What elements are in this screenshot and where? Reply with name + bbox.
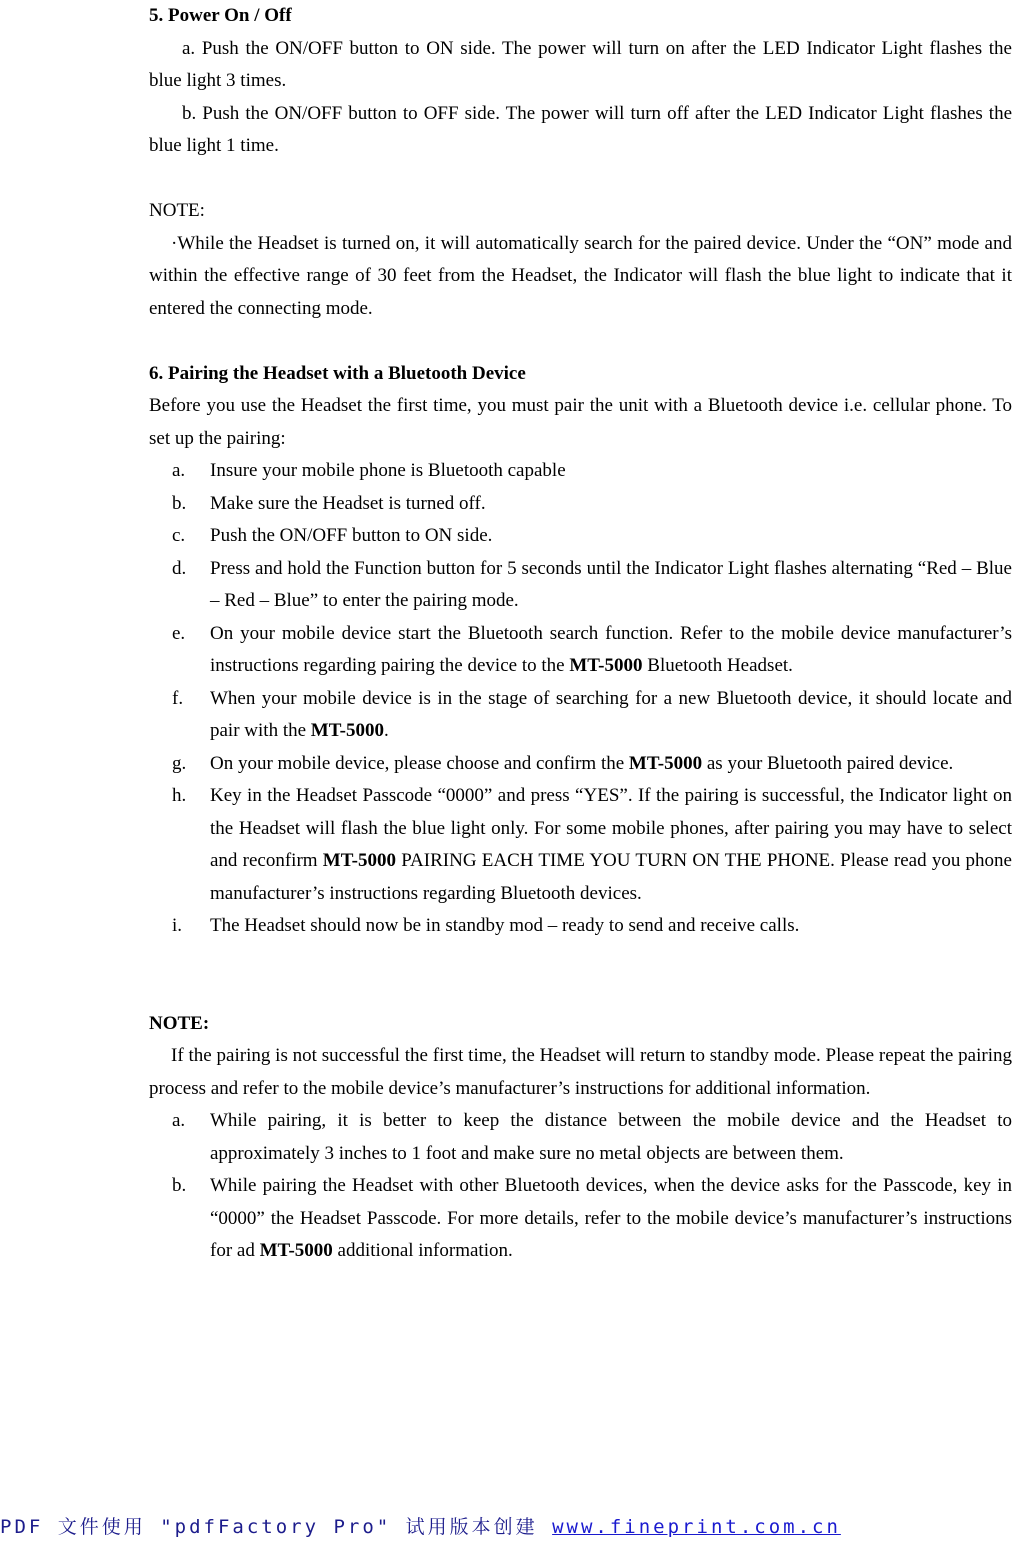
pairing-steps-list <box>149 455 1012 943</box>
list-marker: i. <box>172 915 183 936</box>
list-item <box>149 618 1012 683</box>
list-item <box>149 780 1012 910</box>
list-item-text: On your mobile device, please choose and confirm the <box>210 752 629 774</box>
section-6-note-label: NOTE: <box>149 1012 210 1034</box>
list-item-text: On your mobile device start the Bluetooth search function. Refer to the mobile device manufacturer’s instructions regarding pairing the device to the <box>210 622 1012 676</box>
list-marker: c. <box>172 525 186 546</box>
list-item <box>149 488 1012 521</box>
list-item-text: . <box>383 720 389 741</box>
model-name: MT-5000 <box>310 720 384 741</box>
list-marker: a. <box>172 1110 186 1131</box>
list-item-text: While pairing the Headset with other Bluetooth devices, when the device asks for the Passcode, key in “0000” the Headset Passcode. For more details, refer to the mobile device’s manufacturer’s instructions for ad <box>210 1175 1012 1261</box>
note-tips-list <box>149 1105 1012 1268</box>
list-item <box>149 910 1012 943</box>
document-page <box>149 0 1012 1268</box>
list-item <box>149 455 1012 488</box>
pdf-footer-watermark <box>0 1512 1013 1542</box>
section-6-note-text: If the pairing is not successful the first time, the Headset will return to standby mode. Please repeat the pairing process and refer to the mobile device’s manufacturer’s instructions for additional information. <box>149 1045 1012 1099</box>
section-5-note-text: ·While the Headset is turned on, it will automatically search for the paired device. Under the “ON” mode and within the effective range of 30 feet from the Headset, the Indicator will flash the blue light to indicate that it entered the connecting mode. <box>149 232 1012 319</box>
list-item <box>149 1170 1012 1268</box>
section-5-step-b: b. Push the ON/OFF button to OFF side. The power will turn off after the LED Indicator Light flashes the blue light 1 time. <box>149 102 1012 156</box>
list-item <box>149 553 1012 618</box>
list-item-text: Push the ON/OFF button to ON side. <box>210 525 493 546</box>
list-item-text: additional information. <box>332 1240 513 1261</box>
footer-link[interactable]: www.fineprint.com.cn <box>552 1516 841 1538</box>
section-5-note-label: NOTE: <box>149 200 205 221</box>
list-marker: b. <box>172 492 187 514</box>
list-item-text: Bluetooth Headset. <box>642 655 793 676</box>
list-marker: b. <box>172 1175 187 1196</box>
list-item <box>149 683 1012 748</box>
list-marker: e. <box>172 622 186 644</box>
section-5-step-a: a. Push the ON/OFF button to ON side. The power will turn on after the LED Indicator Light flashes the blue light 3 times. <box>149 37 1012 91</box>
model-name: MT-5000 <box>628 752 703 774</box>
list-item-text: While pairing, it is better to keep the distance between the mobile device and the Headset to approximately 3 inches to 1 foot and make sure no metal objects are between them. <box>210 1110 1012 1164</box>
list-item-text: Press and hold the Function button for 5 seconds until the Indicator Light flashes alternating “Red – Blue – Red – Blue” to enter the pairing mode. <box>210 557 1012 611</box>
list-item-text: Key in the Headset Passcode “0000” and press “YES”. If the pairing is successful, the Indicator light on the Headset will flash the blue light only. For some mobile phones, after pairing you may have to select and reconfirm <box>210 785 1012 871</box>
list-item <box>149 1105 1012 1170</box>
section-6-title: 6. Pairing the Headset with a Bluetooth Device <box>149 362 526 384</box>
list-marker: a. <box>172 460 186 481</box>
model-name: MT-5000 <box>569 655 643 676</box>
list-item <box>149 748 1012 781</box>
list-item-text: Insure your mobile phone is Bluetooth capable <box>210 460 566 481</box>
list-item-text: as your Bluetooth paired device. <box>702 752 954 774</box>
footer-text: PDF 文件使用 "pdfFactory Pro" 试用版本创建 <box>0 1516 553 1538</box>
list-marker: h. <box>172 785 187 806</box>
spacer <box>149 943 1012 1008</box>
list-item-text: PAIRING EACH TIME YOU TURN ON THE PHONE. Please read you phone manufacturer’s instructions regarding Bluetooth devices. <box>210 850 1012 904</box>
spacer <box>149 325 1012 358</box>
list-marker: f. <box>172 687 184 709</box>
model-name: MT-5000 <box>259 1240 333 1261</box>
list-item <box>149 520 1012 553</box>
spacer <box>149 163 1012 196</box>
list-marker: d. <box>172 557 187 579</box>
section-5-title: 5. Power On / Off <box>149 5 292 26</box>
list-item-text: Make sure the Headset is turned off. <box>210 492 486 514</box>
list-item-text: When your mobile device is in the stage of searching for a new Bluetooth device, it should locate and pair with the <box>210 687 1012 741</box>
list-marker: g. <box>172 752 187 774</box>
model-name: MT-5000 <box>322 850 396 871</box>
list-item-text: The Headset should now be in standby mod – ready to send and receive calls. <box>210 915 800 936</box>
section-6-intro: Before you use the Headset the first time, you must pair the unit with a Bluetooth device i.e. cellular phone. To set up the pairing: <box>149 395 1012 449</box>
